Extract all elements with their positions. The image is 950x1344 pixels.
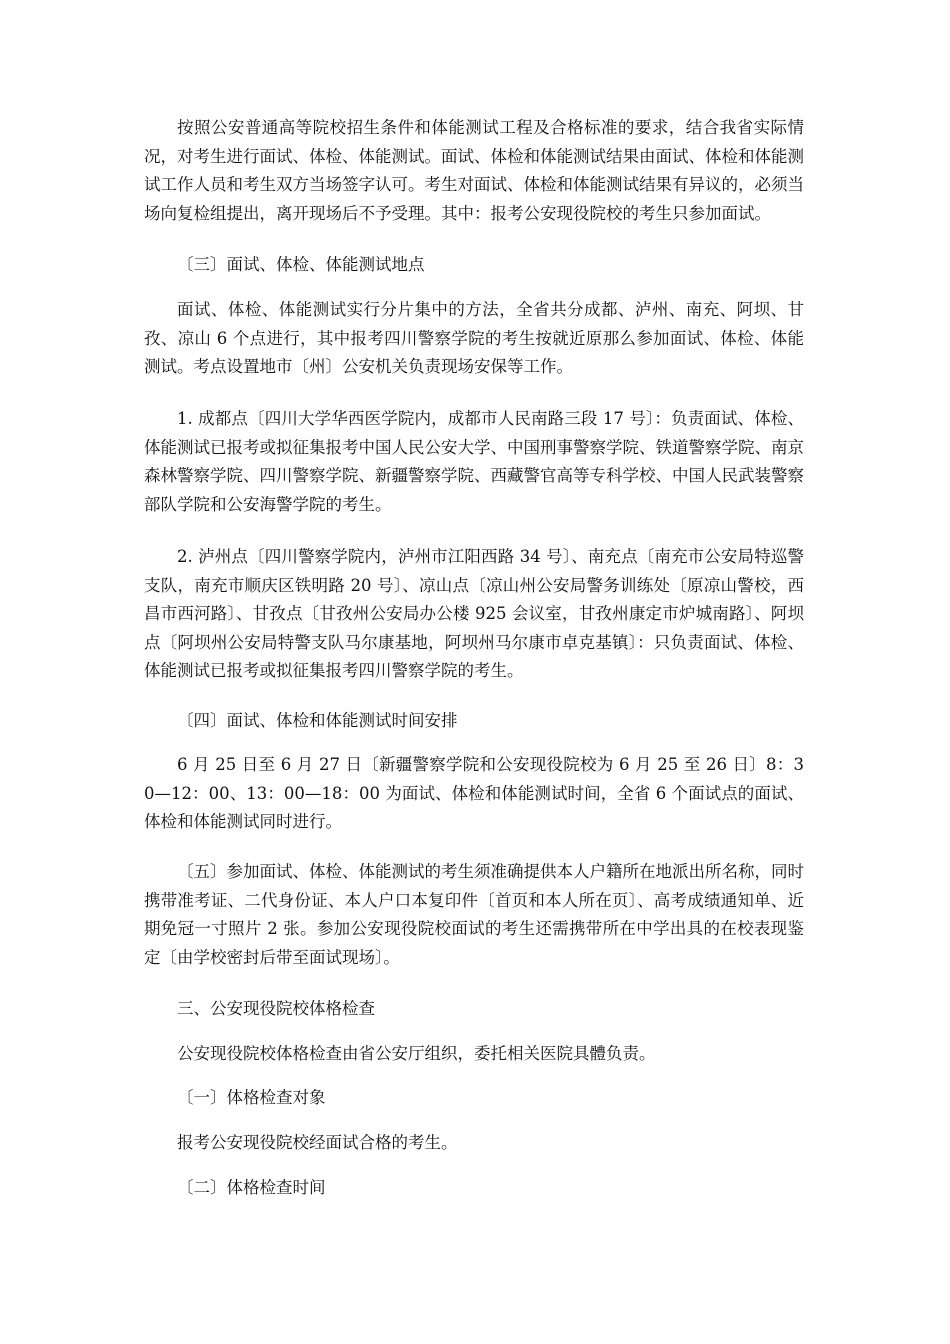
heading-test-locations: 〔三〕面试、体检、体能测试地点 (177, 255, 425, 274)
paragraph-other-sites: 2. 泸州点〔四川警察学院内，泸州市江阳西路 34 号〕、南充点〔南充市公安局特巡警支队，南充市顺庆区铁明路 20 号〕、凉山点〔凉山州公安局警务训练处〔原凉山警校，西昌市西河路〕、甘孜点〔甘孜州公安局办公楼 925 会议室，甘孜州康定市炉城南路〕、阿坝点〔阿坝州公安局特警支队马尔康基地，阿坝州马尔康市卓克基镇〕：只负责面试、体检、体能测试已报考或拟征集报考四川警察学院的考生。 (144, 547, 804, 680)
paragraph-required-documents: 〔五〕参加面试、体检、体能测试的考生须准确提供本人户籍所在地派出所名称，同时携带准考证、二代身份证、本人户口本复印件〔首页和本人所在页〕、高考成绩通知单、近期免冠一寸照片 2 张。参加公安现役院校面试的考生还需携带所在中学出具的在校表现鉴定〔由学校密封后带至面试现场〕。 (144, 862, 804, 967)
heading-test-schedule: 〔四〕面试、体检和体能测试时间安排 (177, 711, 458, 730)
paragraph-chengdu-site: 1. 成都点〔四川大学华西医学院内，成都市人民南路三段 17 号〕：负责面试、体检、体能测试已报考或拟征集报考中国人民公安大学、中国刑事警察学院、铁道警察学院、南京森林警察学院、四川警察学院、新疆警察学院、西藏警官高等专科学校、中国人民武装警察部队学院和公安海警学院的考生。 (144, 409, 804, 514)
paragraph-locations-overview: 面试、体检、体能测试实行分片集中的方法，全省共分成都、泸州、南充、阿坝、甘孜、凉山 6 个点进行，其中报考四川警察学院的考生按就近原那么参加面试、体检、体能测试。考点设置地市〔州〕公安机关负责现场安保等工作。 (144, 300, 804, 376)
heading-physical-exam: 三、公安现役院校体格检查 (177, 999, 375, 1018)
paragraph-requirements: 按照公安普通高等院校招生条件和体能测试工程及合格标准的要求，结合我省实际情况，对考生进行面试、体检、体能测试。面试、体检和体能测试结果由面试、体检和体能测试工作人员和考生双方当场签字认可。考生对面试、体检和体能测试结果有异议的，必须当场向复检组提出，离开现场后不予受理。其中：报考公安现役院校的考生只参加面试。 (144, 118, 804, 223)
paragraph-exam-organization: 公安现役院校体格检查由省公安厅组织，委托相关医院具體负责。 (177, 1044, 656, 1063)
paragraph-exam-subjects: 报考公安现役院校经面试合格的考生。 (177, 1133, 458, 1152)
paragraph-schedule: 6 月 25 日至 6 月 27 日〔新疆警察学院和公安现役院校为 6 月 25 至 26 日〕8：30—12：00、13：00—18：00 为面试、体检和体能测试时间，全省 6 个面试点的面试、体检和体能测试同时进行。 (144, 755, 804, 831)
heading-exam-subjects: 〔一〕体格检查对象 (177, 1088, 326, 1107)
heading-exam-time: 〔二〕体格检查时间 (177, 1178, 326, 1197)
